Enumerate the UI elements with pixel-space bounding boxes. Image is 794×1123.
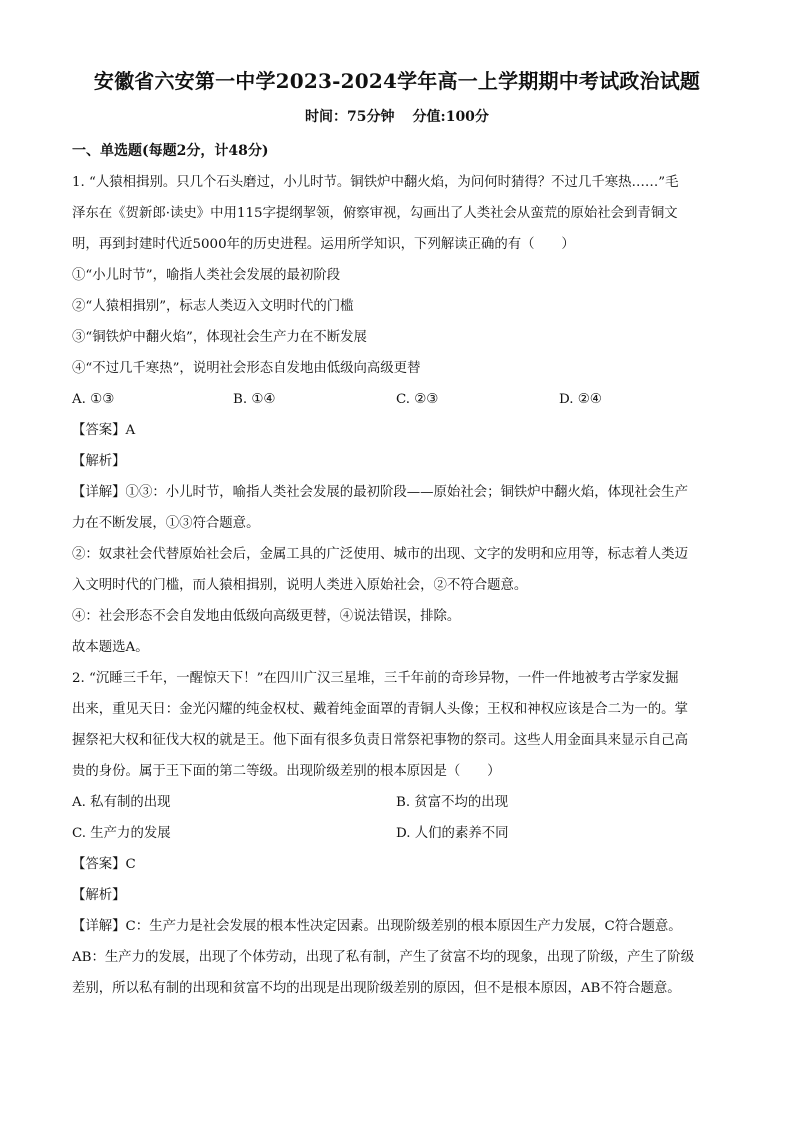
q2-option-a: A. 私有制的出现 <box>72 795 171 810</box>
q2-option-b: B. 贫富不均的出现 <box>396 795 509 810</box>
q1-statement: ①“小儿时节”，喻指人类社会发展的最初阶段 <box>72 268 341 283</box>
q1-answer: 【答案】A <box>72 423 136 438</box>
exam-info <box>0 106 794 128</box>
q1-stem-line: 1. “人猿相揖别。只几个石头磨过，小儿时节。铜铁炉中翻火焰，为问何时猜得？不过几千寒热……”毛 <box>72 175 679 190</box>
q2-options-row-2 <box>72 818 724 849</box>
q1-analysis-label: 【解析】 <box>72 454 126 469</box>
q2-stem-line: 2. “沉睡三千年，一醒惊天下！”在四川广汉三星堆，三千年前的奇珍异物，一件一件地被考古学家发掘 <box>72 671 679 686</box>
score-label: 分值:100分 <box>412 109 489 125</box>
q1-option-d: D. ②④ <box>559 392 602 407</box>
q1-options <box>72 384 724 415</box>
q1-option-c: C. ②③ <box>396 392 439 407</box>
q1-stem-line: 明，再到封建时代近5000年的历史进程。运用所学知识，下列解读正确的有（ ） <box>72 237 575 252</box>
q2-analysis-label: 【解析】 <box>72 888 126 903</box>
q2-stem-line: 握祭祀大权和征伐大权的就是王。他下面有很多负责日常祭祀事物的祭司。这些人用金面具来显示自己高 <box>72 733 688 748</box>
q2-option-d: D. 人们的素养不同 <box>396 826 509 841</box>
q2-options-row-1 <box>72 787 724 818</box>
section-heading: 一、单选题(每题2分，计48分) <box>72 143 269 159</box>
q1-detail-line: 【详解】①③：小儿时节，喻指人类社会发展的最初阶段——原始社会；铜铁炉中翻火焰，体现社会生产 <box>72 485 688 500</box>
q1-statement: ②“人猿相揖别”，标志人类迈入文明时代的门槛 <box>72 299 354 314</box>
q1-detail-line: ②：奴隶社会代替原始社会后，金属工具的广泛使用、城市的出现、文字的发明和应用等，标志着人类迈 <box>72 547 688 562</box>
q2-detail-line: AB：生产力的发展，出现了个体劳动，出现了私有制，产生了贫富不均的现象，出现了阶级，产生了阶级 <box>72 950 695 965</box>
q2-detail-line: 差别，所以私有制的出现和贫富不均的出现是出现阶级差别的原因，但不是根本原因，AB不符合题意。 <box>72 981 681 996</box>
q1-option-b: B. ①④ <box>233 392 276 407</box>
time-label: 时间：75分钟 <box>305 109 395 125</box>
q2-answer: 【答案】C <box>72 857 136 872</box>
page-title: 安徽省六安第一中学2023-2024学年高一上学期期中考试政治试题 <box>93 69 701 93</box>
q2-option-c: C. 生产力的发展 <box>72 826 171 841</box>
q1-option-a: A. ①③ <box>72 392 115 407</box>
q2-stem-line: 出来，重见天日：金光闪耀的纯金权杖、戴着纯金面罩的青铜人头像；王权和神权应该是合二为一的。掌 <box>72 702 688 717</box>
q1-stem-line: 泽东在《贺新郎·读史》中用115字提纲挈领，俯察审视，勾画出了人类社会从蛮荒的原始社会到青铜文 <box>72 206 678 221</box>
q1-statement: ④“不过几千寒热”，说明社会形态自发地由低级向高级更替 <box>72 361 421 376</box>
q1-detail-line: 故本题选A。 <box>72 640 149 655</box>
q2-stem-line: 贵的身份。属于王下面的第二等级。出现阶级差别的根本原因是（ ） <box>72 764 501 779</box>
q1-statement: ③“铜铁炉中翻火焰”，体现社会生产力在不断发展 <box>72 330 367 345</box>
exam-content <box>72 136 724 1004</box>
q1-detail-line: ④：社会形态不会自发地由低级向高级更替，④说法错误，排除。 <box>72 609 461 624</box>
q2-detail-line: 【详解】C：生产力是社会发展的根本性决定因素。出现阶级差别的根本原因生产力发展，C符合题意。 <box>72 919 682 934</box>
q1-detail-line: 力在不断发展，①③符合题意。 <box>72 516 260 531</box>
q1-detail-line: 入文明时代的门槛，而人猿相揖别，说明人类进入原始社会，②不符合题意。 <box>72 578 528 593</box>
